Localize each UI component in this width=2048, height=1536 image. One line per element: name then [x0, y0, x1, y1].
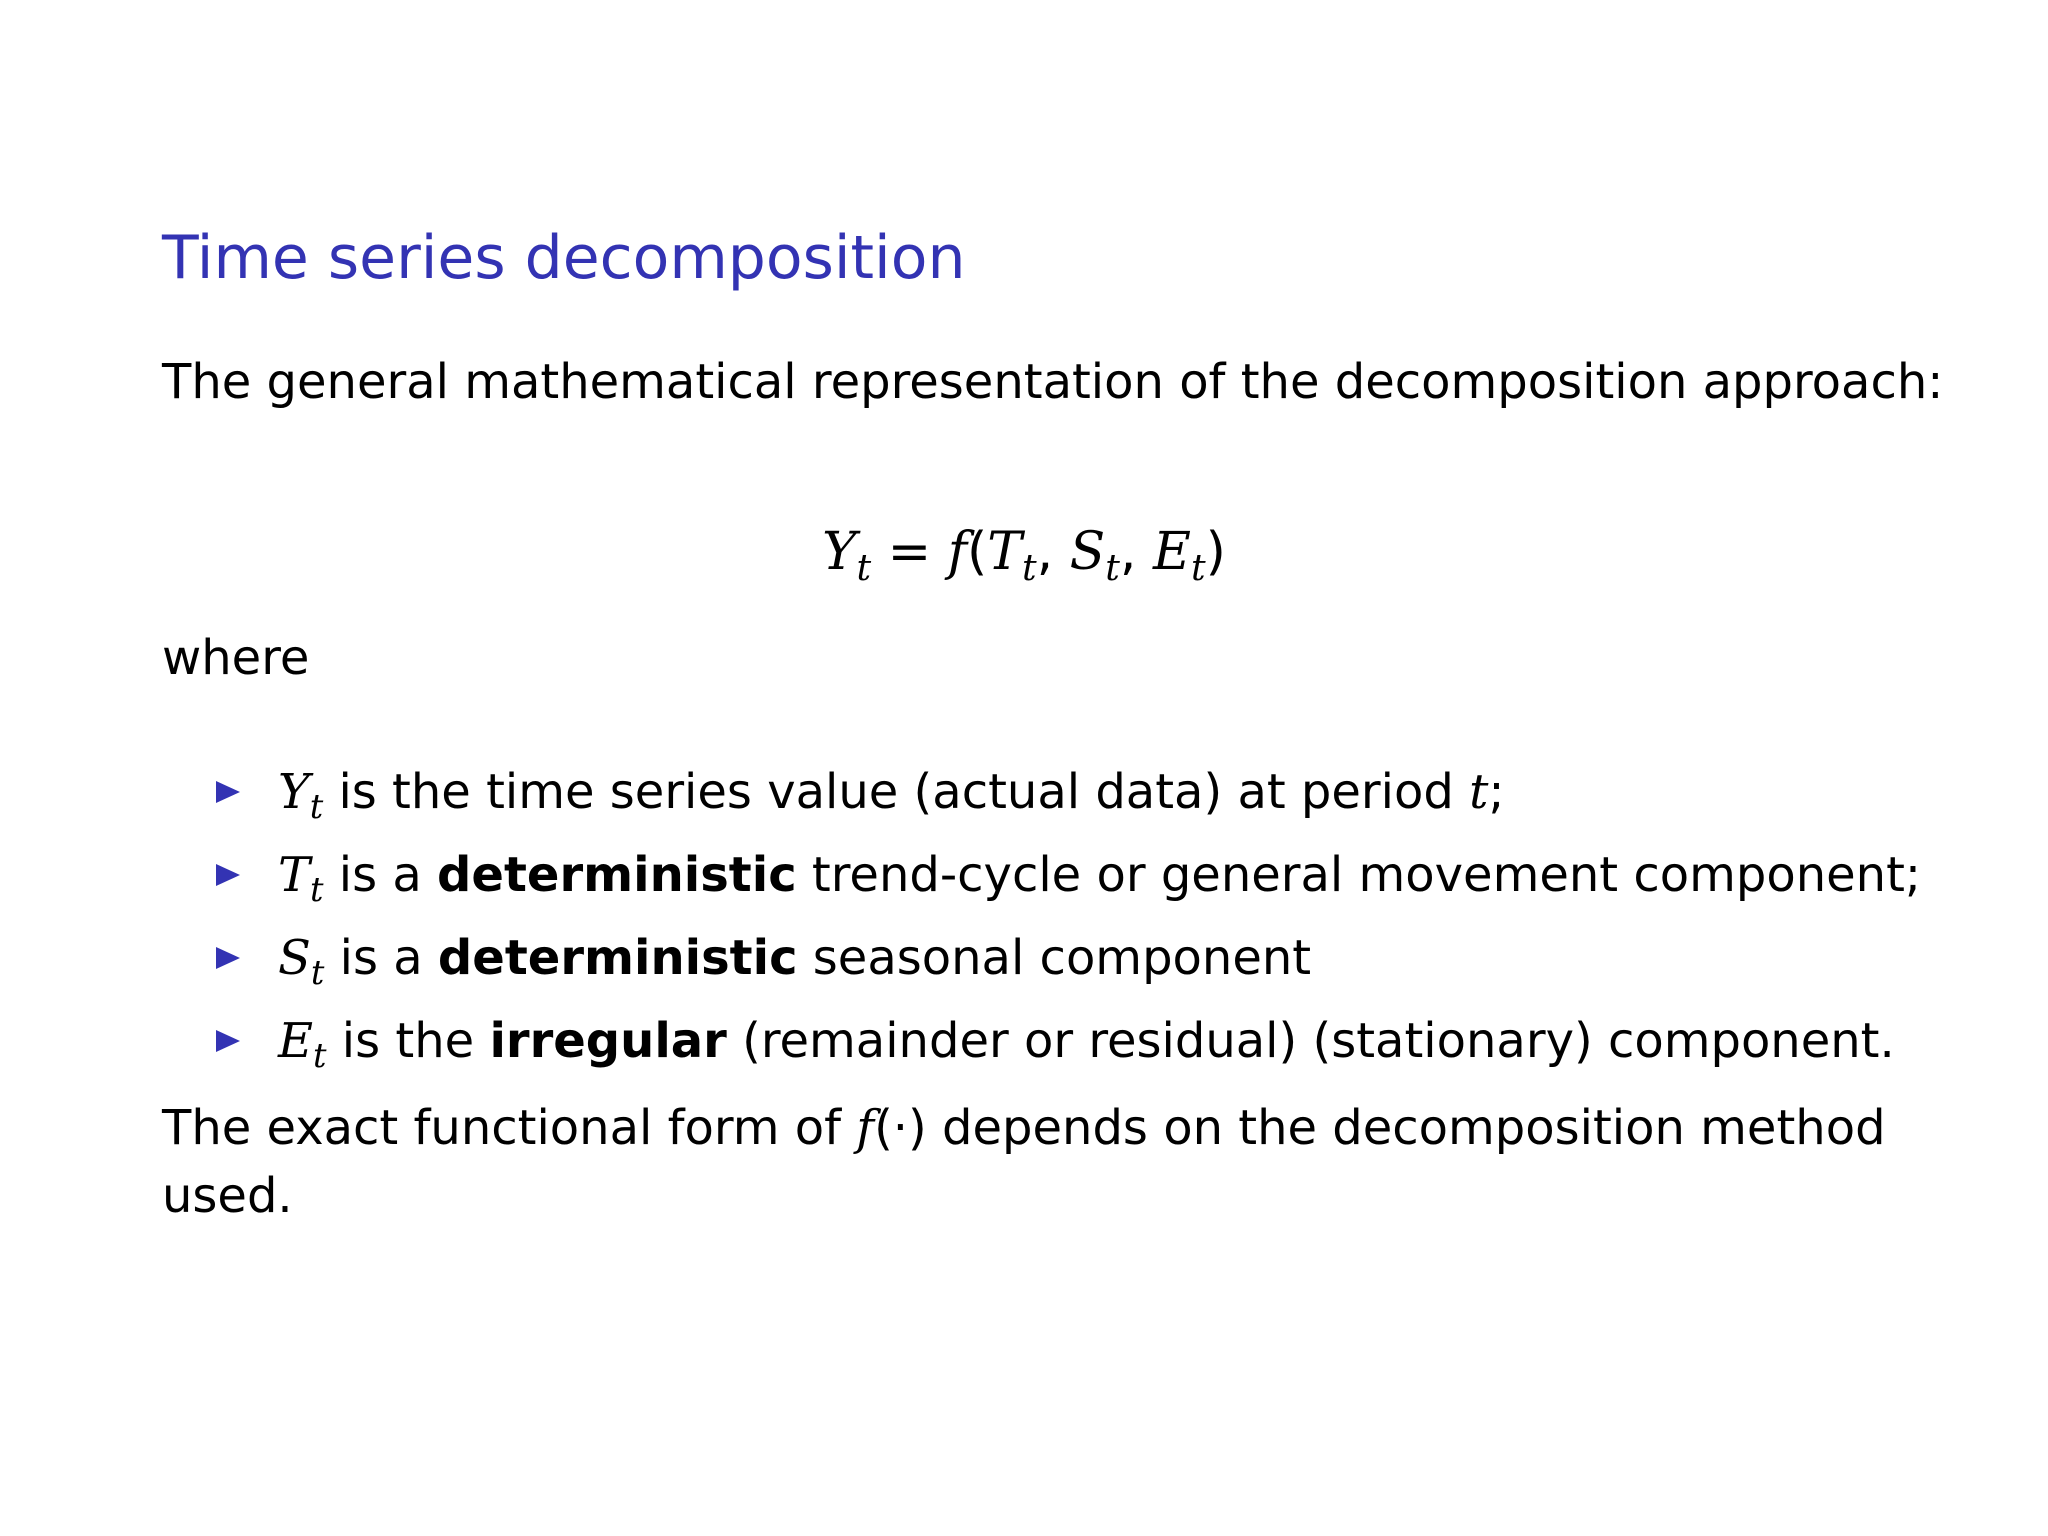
eq-equals: =: [887, 522, 932, 582]
item-symbol: S: [278, 930, 311, 987]
list-item: [162, 758, 1921, 841]
item-period-var: t: [1469, 764, 1489, 820]
item-symbol: T: [278, 847, 311, 904]
triangle-right-icon: [216, 1030, 240, 1052]
item-text-after: ;: [1488, 764, 1505, 820]
triangle-right-icon: [216, 864, 240, 886]
eq-close-paren: ): [1205, 522, 1226, 582]
component-list: [162, 758, 1921, 1090]
triangle-right-icon: [216, 781, 240, 803]
eq-sep-1: ,: [1036, 522, 1070, 582]
eq-open-paren: (: [966, 522, 988, 582]
item-sub: t: [313, 1036, 327, 1076]
eq-lhs-symbol: Y: [822, 522, 857, 582]
item-text-before: is the: [326, 1013, 490, 1070]
eq-arg2-symbol: S: [1069, 522, 1106, 582]
eq-lhs-sub: t: [856, 545, 872, 589]
item-text-before: is the time series value (actual data) at period: [323, 764, 1470, 820]
closing-arg: (·): [874, 1100, 927, 1156]
eq-arg1-sub: t: [1021, 545, 1037, 589]
slide-title: Time series decomposition: [162, 223, 966, 293]
where-label: where: [162, 630, 310, 686]
item-text-before: is a: [323, 847, 438, 904]
closing-text-before: The exact functional form of: [162, 1100, 857, 1156]
item-text-after: seasonal component: [797, 930, 1312, 987]
item-symbol: E: [278, 1013, 314, 1070]
item-text-after: (remainder or residual) (stationary) component.: [726, 1013, 1895, 1070]
list-item: [162, 924, 1921, 1007]
triangle-right-icon: [216, 947, 240, 969]
closing-text-after: depends on the decomposition method used.: [162, 1100, 1901, 1224]
closing-func: f: [856, 1100, 875, 1156]
eq-arg3-sub: t: [1190, 545, 1206, 589]
item-bold: irregular: [489, 1013, 727, 1070]
eq-sep-2: ,: [1119, 522, 1153, 582]
closing-text: [162, 1094, 1922, 1230]
item-sub: t: [309, 787, 324, 827]
item-text-before: is a: [324, 930, 438, 987]
item-bold: deterministic: [437, 847, 797, 904]
eq-arg3-symbol: E: [1152, 522, 1191, 582]
item-symbol: Y: [278, 764, 310, 820]
eq-arg2-sub: t: [1105, 545, 1120, 589]
item-sub: t: [310, 870, 324, 910]
item-sub: t: [310, 953, 325, 993]
intro-text: The general mathematical representation of the decomposition approach:: [162, 354, 1944, 410]
item-bold: deterministic: [437, 930, 798, 987]
eq-arg1-symbol: T: [987, 522, 1022, 582]
item-text-after: trend-cycle or general movement component;: [796, 847, 1922, 904]
list-item: [162, 841, 1921, 924]
list-item: [162, 1007, 1921, 1090]
decomposition-equation: [0, 521, 2048, 590]
eq-function: f: [947, 522, 967, 582]
